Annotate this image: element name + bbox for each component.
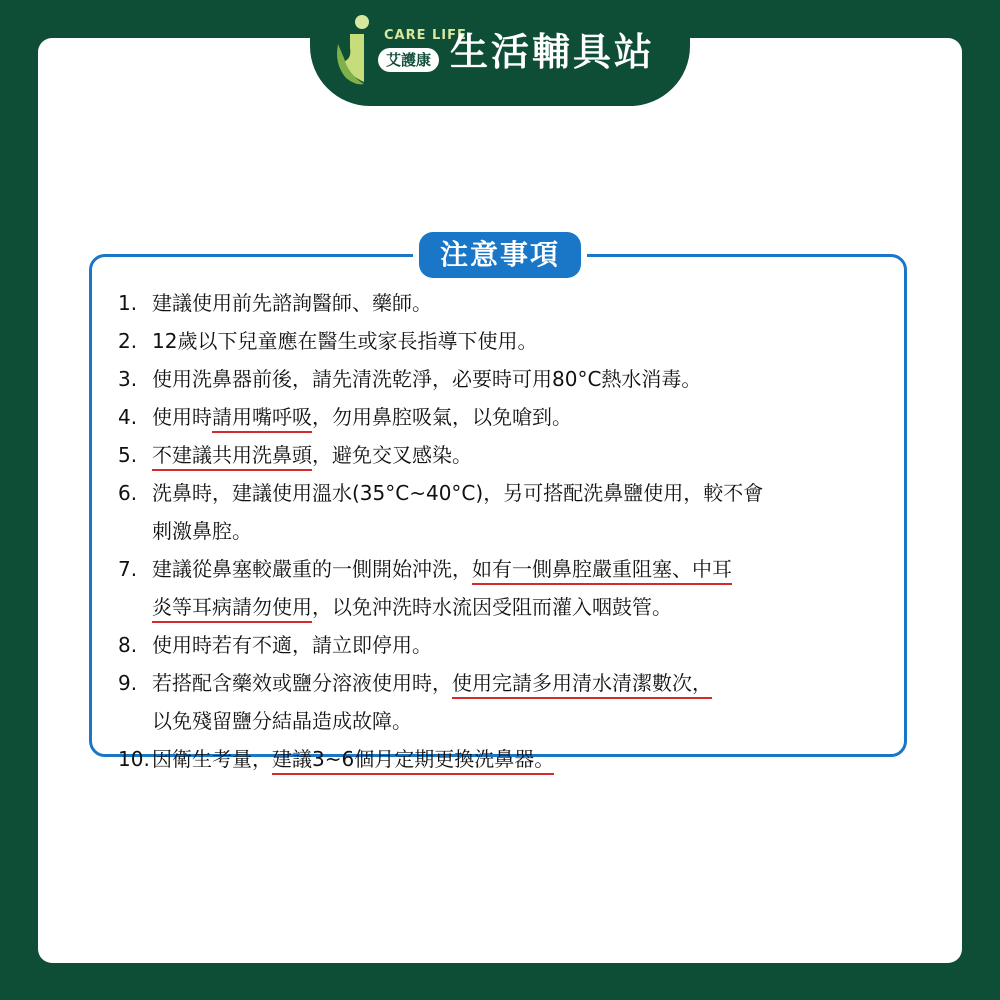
item-number: 4. (118, 405, 138, 429)
item-text: ，勿用鼻腔吸氣，以免嗆到。 (312, 405, 572, 429)
item-text: 建議使用前先諮詢醫師、藥師。 (152, 291, 432, 315)
item-text: 若搭配含藥效或鹽分溶液使用時， (152, 671, 452, 695)
notice-item-5 (118, 436, 898, 474)
item-number: 10. (118, 747, 150, 771)
item-text-underlined: 炎等耳病請勿使用 (152, 595, 312, 623)
store-name: 生活輔具站 (450, 30, 656, 74)
notice-title: 注意事項 (419, 232, 581, 278)
notice-item-3 (118, 360, 898, 398)
item-number: 9. (118, 671, 138, 695)
notice-item-4 (118, 398, 898, 436)
notice-item-2 (118, 322, 898, 360)
notice-list (118, 284, 898, 778)
item-text: 以免殘留鹽分結晶造成故障。 (152, 709, 412, 733)
notice-item-10 (118, 740, 898, 778)
item-text-underlined: 如有一側鼻腔嚴重阻塞、中耳 (472, 557, 732, 585)
care-life-logo-icon (332, 14, 378, 90)
item-text-underlined: 建議3~6個月定期更換洗鼻器。 (272, 747, 554, 775)
item-text: 使用時 (152, 405, 212, 429)
item-text-underlined: 請用嘴呼吸 (212, 405, 312, 433)
item-text: 建議從鼻塞較嚴重的一側開始沖洗， (152, 557, 472, 581)
brand-english-name: CARE LIFE (384, 28, 467, 43)
item-text: 因衛生考量， (152, 747, 272, 771)
item-number: 3. (118, 367, 138, 391)
item-text-underlined: 使用完請多用清水清潔數次， (452, 671, 712, 699)
item-text-underlined: 不建議共用洗鼻頭 (152, 443, 312, 471)
notice-item-9 (118, 664, 898, 740)
brand-chinese-name: 艾護康 (378, 48, 439, 72)
item-number: 5. (118, 443, 138, 467)
item-number: 8. (118, 633, 138, 657)
item-number: 6. (118, 481, 138, 505)
item-number: 7. (118, 557, 138, 581)
item-text: 洗鼻時，建議使用溫水(35°C~40°C)，另可搭配洗鼻鹽使用，較不會 (152, 481, 764, 505)
item-text: 使用時若有不適，請立即停用。 (152, 633, 432, 657)
item-number: 1. (118, 291, 138, 315)
item-number: 2. (118, 329, 138, 353)
notice-item-1 (118, 284, 898, 322)
item-text: ，避免交叉感染。 (312, 443, 472, 467)
notice-item-7 (118, 550, 898, 626)
item-text: 使用洗鼻器前後，請先清洗乾淨，必要時可用80°C熱水消毒。 (152, 367, 702, 391)
item-text: 刺激鼻腔。 (152, 519, 252, 543)
item-text: ，以免沖洗時水流因受阻而灌入咽鼓管。 (312, 595, 672, 619)
item-text: 12歲以下兒童應在醫生或家長指導下使用。 (152, 329, 538, 353)
notice-item-6 (118, 474, 898, 550)
notice-item-8 (118, 626, 898, 664)
